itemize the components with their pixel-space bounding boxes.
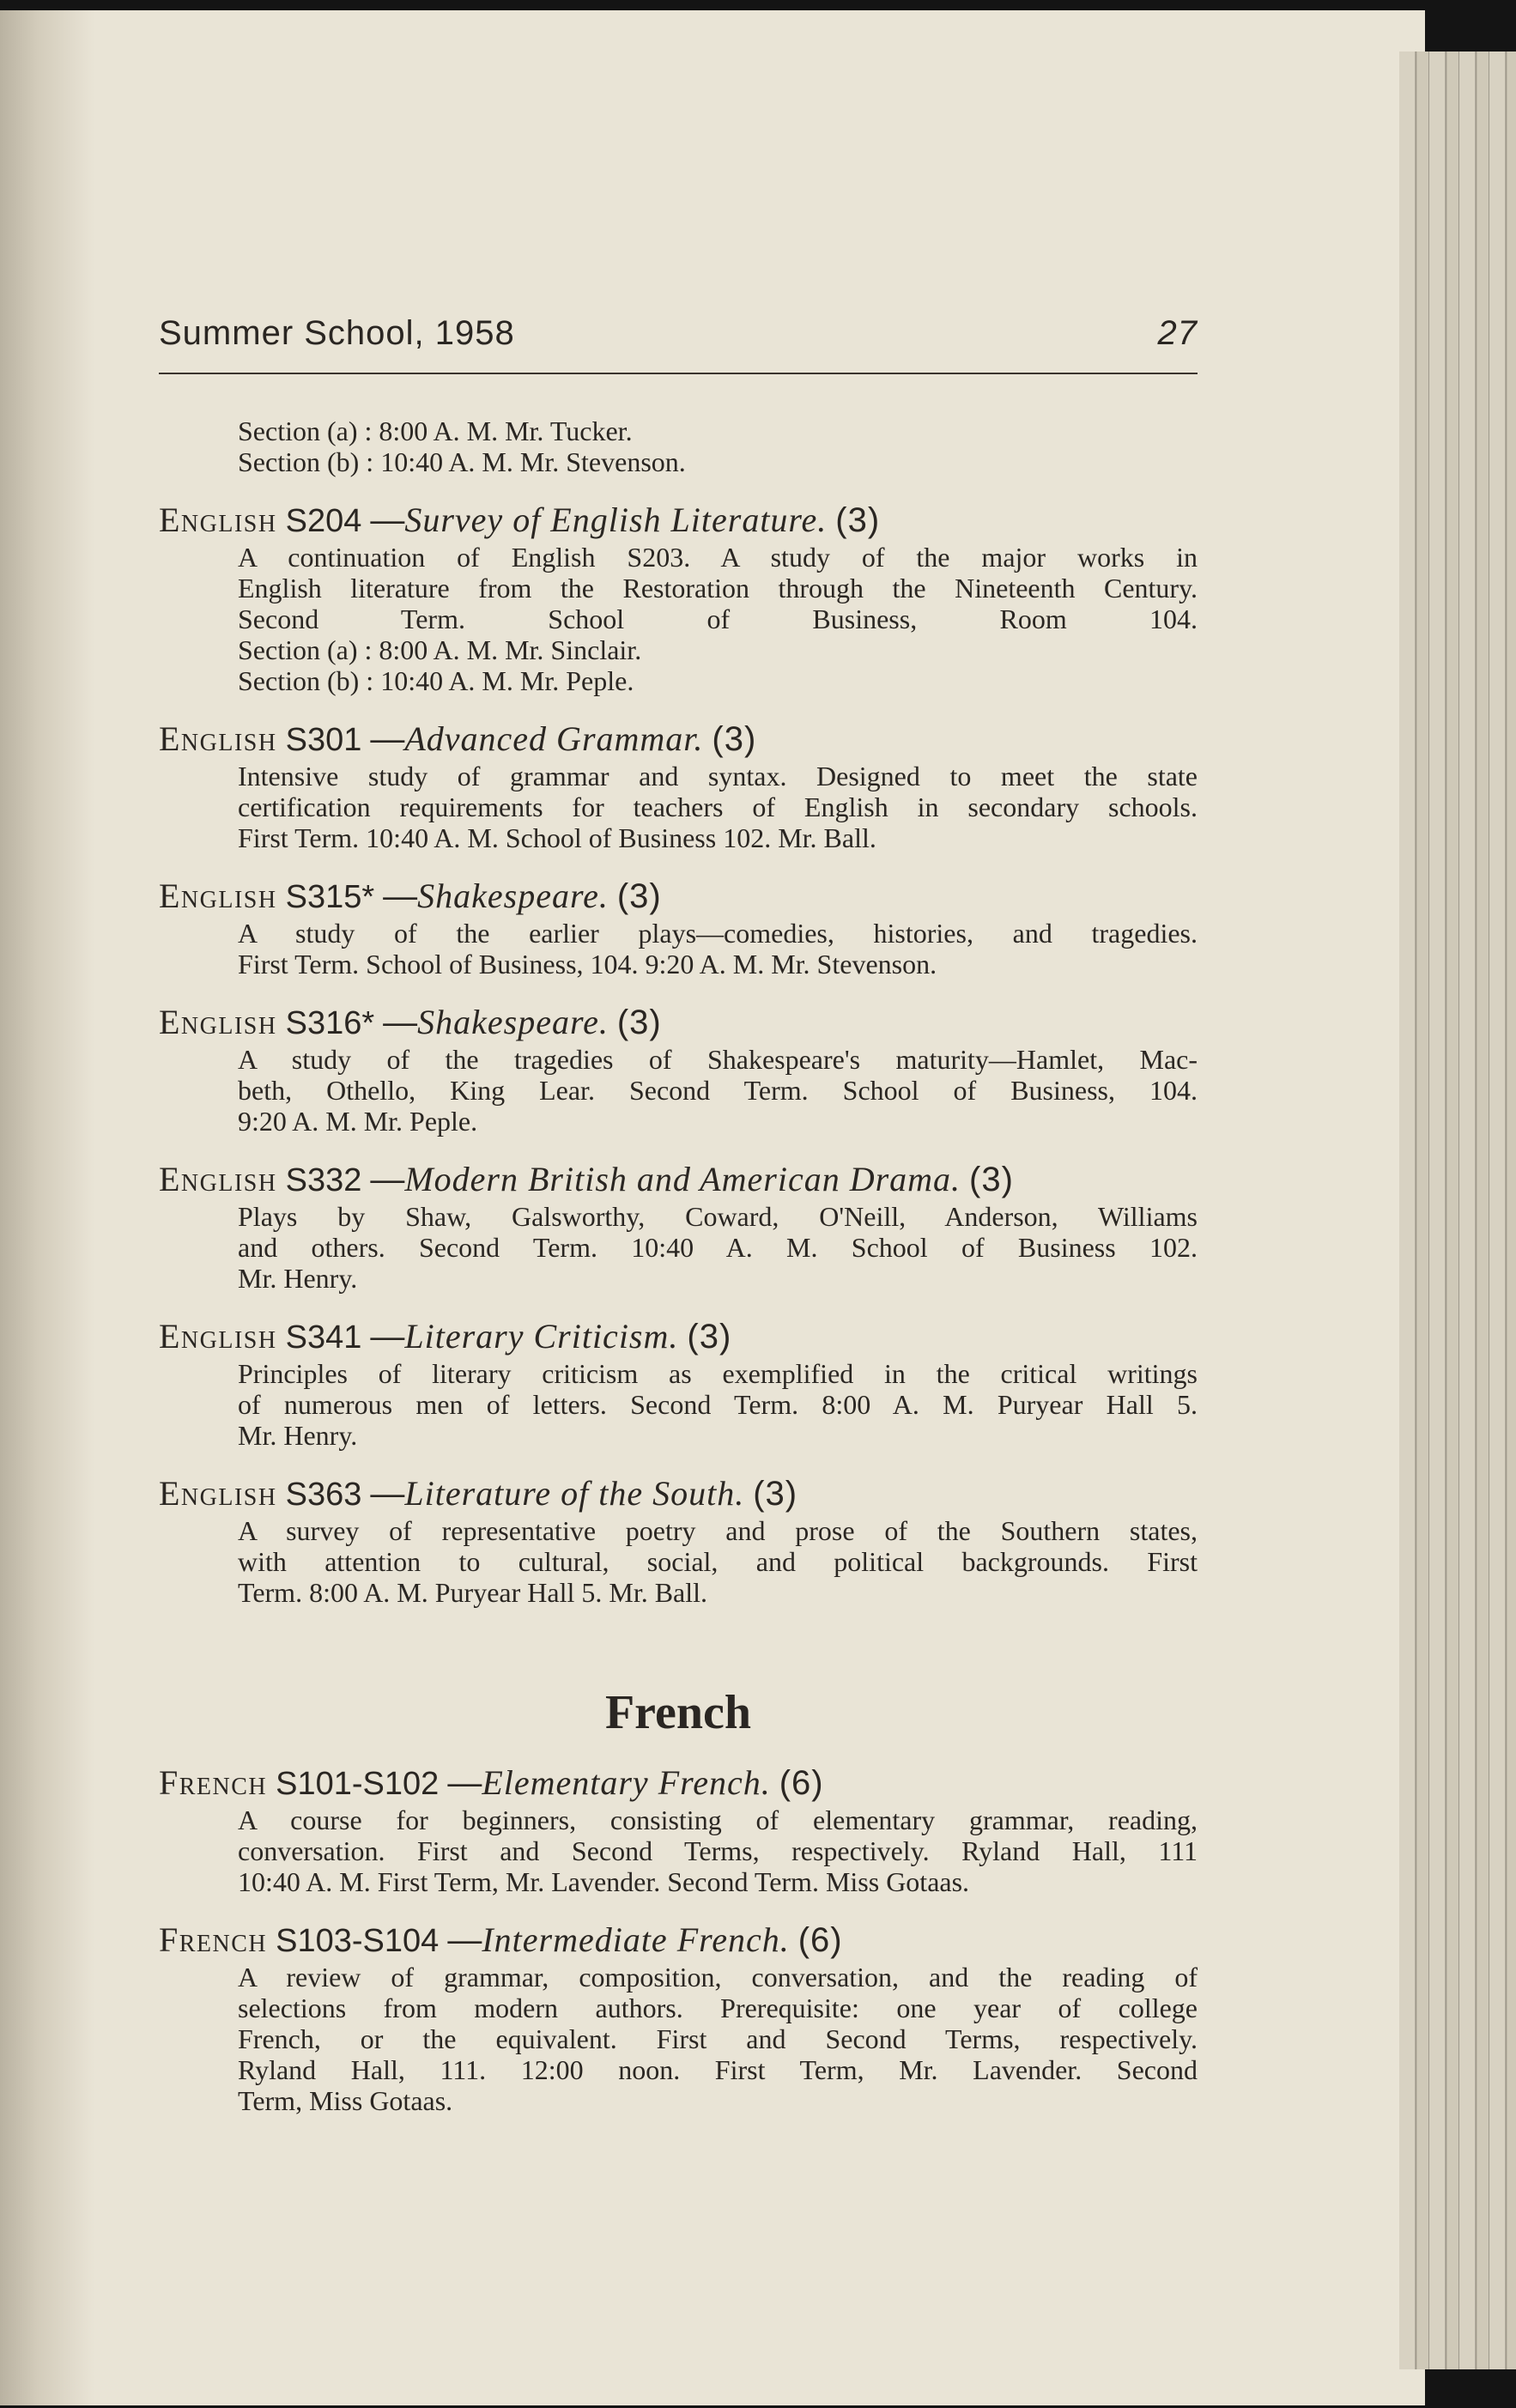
course-title: Advanced Grammar. xyxy=(404,719,704,758)
course-department: French xyxy=(159,1763,268,1802)
course-dash: — xyxy=(370,1318,405,1356)
course-dash: — xyxy=(383,1004,418,1041)
course-number: S103-S104 xyxy=(276,1923,440,1959)
course-dash: — xyxy=(370,1161,405,1198)
course-dash: — xyxy=(383,877,418,915)
course-department: English xyxy=(159,1317,277,1356)
course-number: S363 xyxy=(285,1477,362,1513)
course-title: Shakespeare. xyxy=(417,1003,609,1041)
french-heading: French xyxy=(604,1686,752,1739)
course-department: English xyxy=(159,876,277,915)
description-line: beth, Othello, King Lear. Second Term. School of Business, 104. xyxy=(238,1075,1198,1106)
course-dash: — xyxy=(370,1475,405,1513)
description-line: Ryland Hall, 111. 12:00 noon. First Term, Mr. Lavender. Second xyxy=(238,2054,1198,2085)
course-heading xyxy=(159,1159,1198,1201)
course-description xyxy=(159,761,1198,853)
description-line: Principles of literary criticism as exemplified in the critical writings xyxy=(238,1358,1198,1389)
description-line: certification requirements for teachers of English in secondary schools. xyxy=(238,792,1198,822)
course-number: S301 xyxy=(285,722,362,758)
course-number: S341 xyxy=(285,1319,362,1356)
page-number: 27 xyxy=(1157,314,1198,352)
course-heading xyxy=(159,876,1198,918)
course-title: Intermediate French. xyxy=(482,1920,790,1959)
english-course-list xyxy=(159,500,1198,1608)
course-department: English xyxy=(159,1003,277,1041)
description-line: Intensive study of grammar and syntax. Designed to meet the state xyxy=(238,761,1198,792)
description-line: First Term. 10:40 A. M. School of Business 102. Mr. Ball. xyxy=(238,822,876,853)
course-dash: — xyxy=(447,1764,482,1802)
description-line: 9:20 A. M. Mr. Peple. xyxy=(238,1106,478,1137)
course-title: Survey of English Literature. xyxy=(404,500,828,539)
description-line: with attention to cultural, social, and political backgrounds. First xyxy=(238,1546,1198,1577)
course-dash: — xyxy=(370,720,405,758)
description-line: Section (b) : 10:40 A. M. Mr. Peple. xyxy=(238,665,634,696)
course-credits: (3) xyxy=(616,1004,662,1041)
course-department: French xyxy=(159,1920,268,1959)
description-line: A study of the tragedies of Shakespeare's maturity—Hamlet, Mac- xyxy=(238,1044,1198,1075)
course-heading xyxy=(159,1002,1198,1044)
course-description xyxy=(159,1201,1198,1294)
course-entry xyxy=(159,876,1198,980)
course-department: English xyxy=(159,1474,277,1513)
description-line: of numerous men of letters. Second Term. 8:00 A. M. Puryear Hall 5. xyxy=(238,1389,1198,1420)
course-department: English xyxy=(159,719,277,758)
course-credits: (6) xyxy=(797,1921,843,1959)
french-course-list xyxy=(159,1762,1198,2116)
description-line: French, or the equivalent. First and Second Terms, respectively. xyxy=(238,2023,1198,2054)
course-description xyxy=(159,1804,1198,1897)
course-heading xyxy=(159,1473,1198,1515)
course-description xyxy=(159,918,1198,980)
course-credits: (6) xyxy=(779,1764,824,1802)
course-credits: (3) xyxy=(616,877,662,915)
description-line: conversation. First and Second Terms, respectively. Ryland Hall, 111 xyxy=(238,1835,1198,1866)
course-entry xyxy=(159,1762,1198,1897)
course-description xyxy=(159,542,1198,696)
description-line: English literature from the Restoration through the Nineteenth Century. xyxy=(238,573,1198,604)
course-heading xyxy=(159,1762,1198,1804)
description-line: 10:40 A. M. First Term, Mr. Lavender. Second Term. Miss Gotaas. xyxy=(238,1866,970,1897)
description-line: Plays by Shaw, Galsworthy, Coward, O'Neill, Anderson, Williams xyxy=(238,1201,1198,1232)
description-line: First Term. School of Business, 104. 9:20 A. M. Mr. Stevenson. xyxy=(238,949,937,980)
description-line: selections from modern authors. Prerequisite: one year of college xyxy=(238,1993,1198,2023)
course-entry xyxy=(159,1473,1198,1608)
catalog-body xyxy=(159,415,1198,2116)
course-title: Literature of the South. xyxy=(404,1474,745,1513)
description-line: A study of the earlier plays—comedies, histories, and tragedies. xyxy=(238,918,1198,949)
description-line: A review of grammar, composition, conversation, and the reading of xyxy=(238,1962,1198,1993)
course-entry xyxy=(159,719,1198,853)
intro-sections xyxy=(159,415,1198,477)
description-line: Mr. Henry. xyxy=(238,1420,358,1451)
description-line: Second Term. School of Business, Room 104. xyxy=(238,604,1198,634)
course-number: S315* xyxy=(285,879,375,915)
description-line: and others. Second Term. 10:40 A. M. School of Business 102. xyxy=(238,1232,1198,1263)
course-entry xyxy=(159,1002,1198,1137)
description-line: Term. 8:00 A. M. Puryear Hall 5. Mr. Ball. xyxy=(238,1577,708,1608)
running-head-title: Summer School, 1958 xyxy=(159,314,515,352)
course-description xyxy=(159,1044,1198,1137)
section-line: Section (b) : 10:40 A. M. Mr. Stevenson. xyxy=(238,446,686,477)
course-entry xyxy=(159,1316,1198,1451)
course-heading xyxy=(159,500,1198,542)
course-heading xyxy=(159,1920,1198,1962)
course-department: English xyxy=(159,1160,277,1198)
header-rule xyxy=(159,373,1198,374)
course-number: S204 xyxy=(285,503,362,539)
course-number: S101-S102 xyxy=(276,1766,440,1802)
course-dash: — xyxy=(447,1921,482,1959)
course-description xyxy=(159,1358,1198,1451)
course-heading xyxy=(159,1316,1198,1358)
course-entry xyxy=(159,500,1198,696)
description-line: Term, Miss Gotaas. xyxy=(238,2085,453,2116)
course-title: Shakespeare. xyxy=(417,876,609,915)
description-line: A course for beginners, consisting of elementary grammar, reading, xyxy=(238,1804,1198,1835)
course-description xyxy=(159,1515,1198,1608)
binding-gutter xyxy=(0,10,94,2405)
description-line: A continuation of English S203. A study of the major works in xyxy=(238,542,1198,573)
course-credits: (3) xyxy=(835,501,881,539)
running-head xyxy=(159,314,1198,362)
section-line: Section (a) : 8:00 A. M. Mr. Tucker. xyxy=(238,415,633,446)
description-line: Section (a) : 8:00 A. M. Mr. Sinclair. xyxy=(238,634,642,665)
course-department: English xyxy=(159,500,277,539)
course-title: Modern British and American Drama. xyxy=(404,1160,961,1198)
course-number: S332 xyxy=(285,1162,362,1198)
course-title: Literary Criticism. xyxy=(404,1317,679,1356)
course-description xyxy=(159,1962,1198,2116)
course-entry xyxy=(159,1159,1198,1294)
course-credits: (3) xyxy=(753,1475,798,1513)
description-line: A survey of representative poetry and prose of the Southern states, xyxy=(238,1515,1198,1546)
course-heading xyxy=(159,719,1198,761)
course-credits: (3) xyxy=(712,720,757,758)
course-entry xyxy=(159,1920,1198,2116)
course-title: Elementary French. xyxy=(482,1763,771,1802)
description-line: Mr. Henry. xyxy=(238,1263,358,1294)
course-number: S316* xyxy=(285,1005,375,1041)
page-edges xyxy=(1399,52,1516,2369)
course-credits: (3) xyxy=(687,1318,732,1356)
course-dash: — xyxy=(370,501,405,539)
course-credits: (3) xyxy=(969,1161,1014,1198)
